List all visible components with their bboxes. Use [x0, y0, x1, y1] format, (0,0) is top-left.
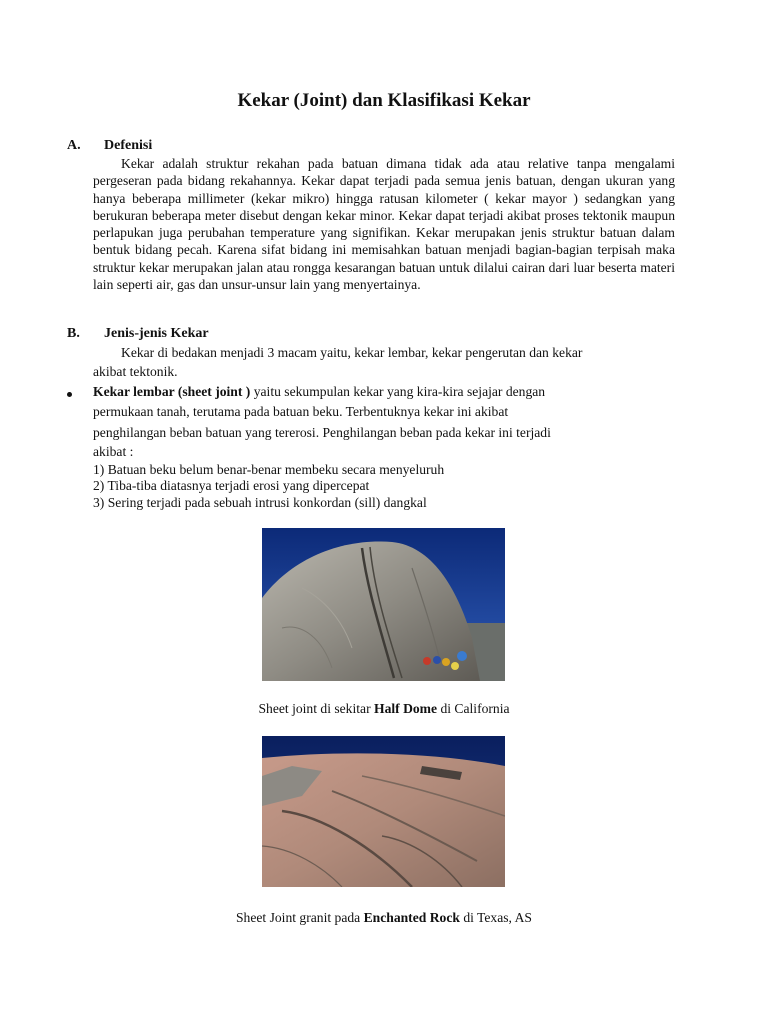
figure-1-caption-pre: Sheet joint di sekitar	[258, 701, 374, 716]
section-b-intro-line2: akibat tektonik.	[93, 364, 178, 379]
section-a-letter: A.	[67, 138, 81, 153]
cause-item-3: 3) Sering terjadi pada sebuah intrusi konkordan (sill) dangkal	[93, 495, 427, 510]
figure-1-caption	[0, 701, 768, 717]
figure-1-caption-bold: Half Dome	[374, 701, 438, 716]
bullet-line1	[93, 383, 545, 400]
figure-1-caption-post: di California	[437, 701, 510, 716]
section-a-heading: Defenisi	[104, 138, 153, 153]
bullet-line1-rest: yaitu sekumpulan kekar yang kira-kira sejajar dengan	[250, 384, 546, 399]
section-b-letter: B.	[67, 326, 80, 341]
section-a-text: Kekar adalah struktur rekahan pada batuan dimana tidak ada atau relative tanpa mengalami pergeseran pada bidang rekahannya. Kekar dapat terjadi pada semua jenis batuan, dengan ukuran yang hanya beberapa millimeter (kekar mikro) hingga ratusan kilometer ( kekar mayor ) sedangkan yang berukuran beberapa meter disebut dengan kekar minor. Kekar dapat terjadi akibat proses tektonik maupun perlapukan juga perubahan temperature yang signifikan. Kekar merupakan jenis struktur batuan dalam bentuk bidang pecah. Karena sifat bidang ini memisahkan batuan menjadi bagian-bagian terpisah maka struktur kekar merupakan jalan atau rongga kesarangan batuan untuk dilalui cairan dari luar beserta materi lain seperti air, gas dan unsur-unsur lain yang menyertainya.	[93, 156, 675, 293]
section-b-intro-line1: Kekar di bedakan menjadi 3 macam yaitu, kekar lembar, kekar pengerutan dan kekar	[121, 345, 583, 360]
section-a-paragraph	[93, 155, 675, 293]
enchanted-rock-photo	[262, 736, 505, 887]
bullet-dot-icon	[67, 392, 72, 397]
figure-2-caption-pre: Sheet Joint granit pada	[236, 910, 364, 925]
bullet-line4: akibat :	[93, 444, 134, 459]
bullet-term: Kekar lembar (sheet joint )	[93, 384, 251, 399]
half-dome-photo	[262, 528, 505, 681]
cause-item-1: 1) Batuan beku belum benar-benar membeku secara menyeluruh	[93, 462, 445, 477]
bullet-line2: permukaan tanah, terutama pada batuan beku. Terbentuknya kekar ini akibat	[93, 404, 509, 419]
figure-2-caption	[0, 910, 768, 926]
bullet-line3: penghilangan beban batuan yang tererosi. Penghilangan beban pada kekar ini terjadi	[93, 425, 551, 440]
document-title: Kekar (Joint) dan Klasifikasi Kekar	[237, 90, 531, 111]
figure-2-caption-post: di Texas, AS	[459, 910, 532, 925]
figure-2-caption-bold: Enchanted Rock	[363, 910, 460, 925]
cause-item-2: 2) Tiba-tiba diatasnya terjadi erosi yang dipercepat	[93, 478, 370, 493]
section-b-heading: Jenis-jenis Kekar	[104, 326, 209, 341]
